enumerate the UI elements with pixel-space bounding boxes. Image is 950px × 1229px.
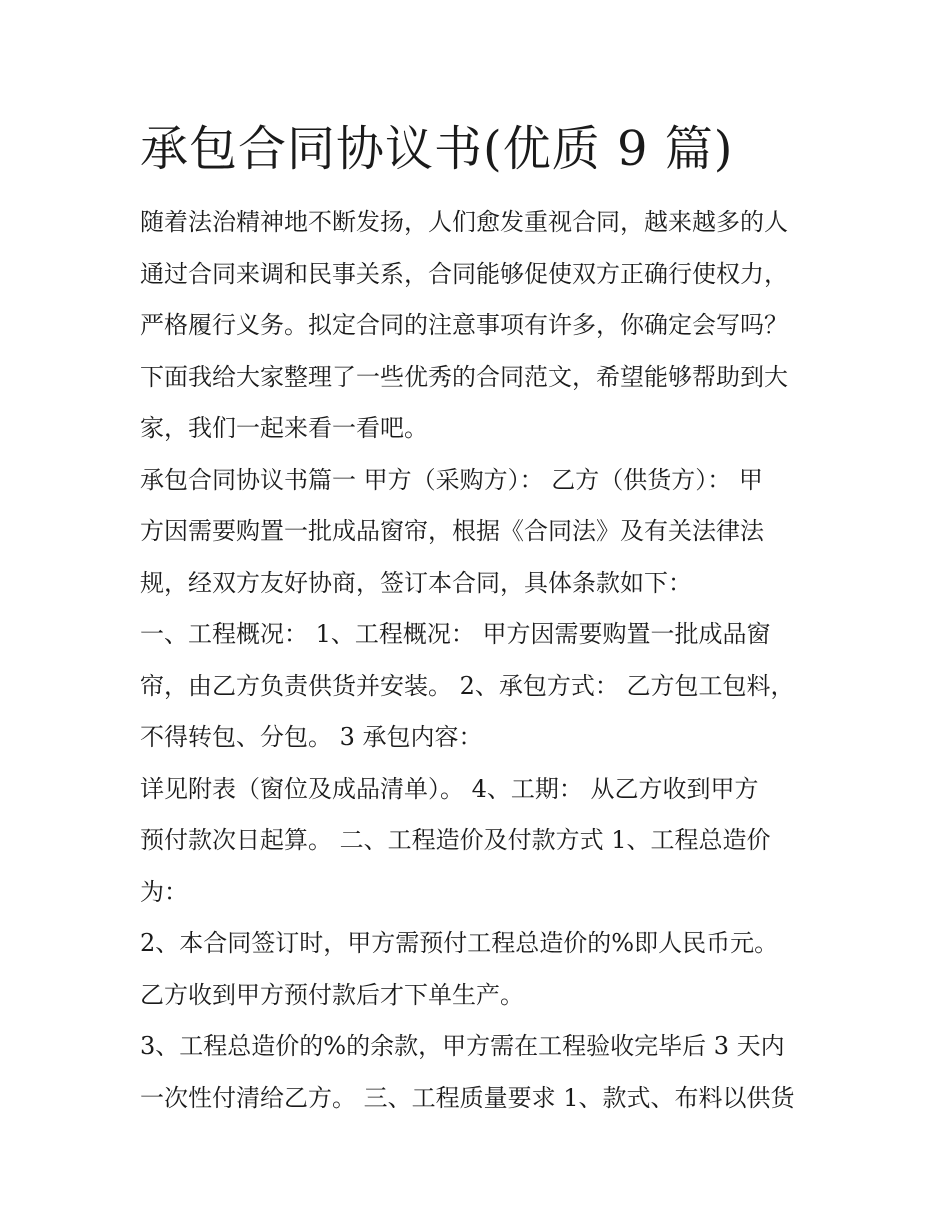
body-line: 乙方收到甲方预付款后才下单生产。: [140, 980, 524, 1009]
body-line: 通过合同来调和民事关系，合同能够促使双方正确行使权力，: [140, 259, 788, 288]
body-line: 为：: [140, 877, 188, 906]
body-line: 承包合同协议书篇一 甲方（采购方）： 乙方（供货方）： 甲: [140, 465, 763, 494]
document-title: 承包合同协议书(优质 9 篇): [140, 121, 734, 177]
body-line: 家，我们一起来看一看吧。: [140, 414, 428, 442]
body-line: 方因需要购置一批成品窗帘，根据《合同法》及有关法律法: [140, 517, 764, 545]
body-line: 帘，由乙方负责供货并安装。 2、承包方式： 乙方包工包料，: [140, 671, 795, 700]
document-body: [140, 200, 820, 1127]
body-line: 一次性付清给乙方。 三、工程质量要求 1、款式、布料以供货: [140, 1083, 795, 1112]
body-line: 随着法治精神地不断发扬，人们愈发重视合同，越来越多的人: [140, 208, 788, 236]
body-line: 下面我给大家整理了一些优秀的合同范文，希望能够帮助到大: [140, 362, 788, 391]
body-line: 详见附表（窗位及成品清单）。 4、工期： 从乙方收到甲方: [140, 774, 759, 803]
body-line: 严格履行义务。拟定合同的注意事项有许多，你确定会写吗？: [140, 311, 788, 339]
body-line: 预付款次日起算。 二、工程造价及付款方式 1、工程总造价: [140, 826, 771, 854]
body-line: 一、工程概况： 1、工程概况： 甲方因需要购置一批成品窗: [140, 620, 771, 648]
body-line: 规，经双方友好协商，签订本合同，具体条款如下：: [140, 568, 692, 597]
body-line: 不得转包、分包。 3 承包内容：: [140, 723, 483, 751]
body-line: 3、工程总造价的%的余款，甲方需在工程验收完毕后 3 天内: [140, 1032, 785, 1060]
body-line: 2、本合同签订时，甲方需预付工程总造价的%即人民币元。: [140, 929, 779, 957]
